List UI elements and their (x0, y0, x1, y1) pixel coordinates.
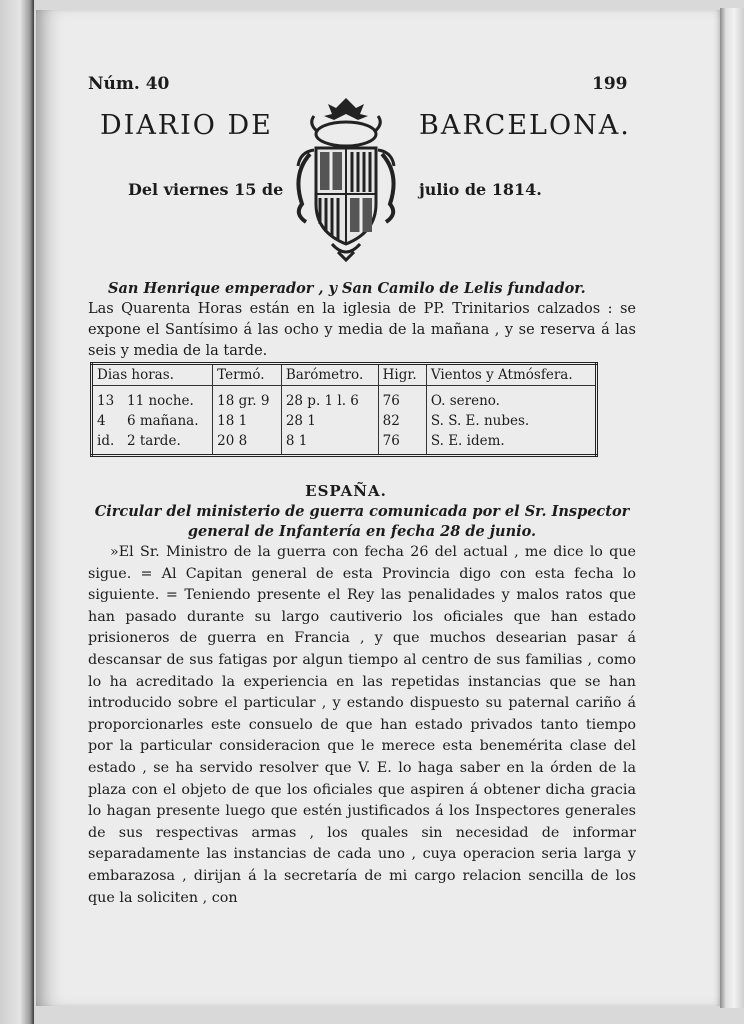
saints-of-the-day: San Henrique emperador , y San Camilo de Lelis fundador. (108, 280, 586, 297)
row-barometer: 8 1 (281, 431, 378, 456)
row-day: 4 (97, 413, 106, 429)
right-page-edge (720, 8, 744, 1008)
header-hygrometer: Higr. (378, 364, 426, 386)
header-winds: Vientos y Atmósfera. (426, 364, 596, 386)
row-winds: O. sereno. (430, 393, 500, 409)
row-thermometer: 18 1 (213, 411, 282, 431)
section-heading: ESPAÑA. (305, 482, 387, 500)
masthead-title-left: DIARIO DE (100, 110, 273, 141)
table-row (92, 386, 597, 412)
weather-table-header (92, 364, 597, 386)
row-winds: S. E. idem. (430, 433, 505, 449)
header-thermometer: Termó. (213, 364, 282, 386)
dateline-left: Del viernes 15 de (128, 180, 284, 199)
barcelona-coat-of-arms-icon (288, 94, 404, 262)
row-hygrometer: 76 (378, 386, 426, 412)
left-page-edge (0, 0, 34, 1024)
page-number: 199 (592, 74, 628, 94)
masthead-title-right: BARCELONA. (419, 110, 631, 141)
row-hour: 11 noche. (123, 386, 213, 412)
row-day: 13 (97, 393, 115, 409)
row-barometer: 28 p. 1 l. 6 (281, 386, 378, 412)
page (36, 10, 720, 1006)
row-day: id. (97, 433, 115, 449)
row-hygrometer: 82 (378, 411, 426, 431)
header-barometer: Barómetro. (281, 364, 378, 386)
row-hour: 2 tarde. (123, 431, 213, 456)
row-winds: S. S. E. nubes. (430, 413, 530, 429)
weather-table (90, 362, 598, 457)
table-row (92, 411, 597, 431)
table-row (92, 431, 597, 456)
row-barometer: 28 1 (281, 411, 378, 431)
circular-title: Circular del ministerio de guerra comunicada por el Sr. Inspector general de Infantería en fecha 28 de junio. (94, 503, 630, 540)
issue-number: Núm. 40 (88, 74, 170, 94)
row-hour: 6 mañana. (123, 411, 213, 431)
circular-body: »El Sr. Ministro de la guerra con fecha 26 del actual , me dice lo que sigue. = Al Capitan general de esta Provincia digo con esta fecha lo siguiente. = Teniendo presente el Rey las penalidades y malos ratos que han pasado durante su largo cautiverio los oficiales que han estado prisioneros de guerra en Francia , y que muchos desearian pasar á descansar de sus fatigas por algun tiempo al centro de sus familias , como lo ha acreditado la experiencia en las repetidas instancias que se han introducido sobre el particular , y estando dispuesto su paternal cariño á proporcionarles este consuelo de que han estado privados tanto tiempo por la particular consideracion que le merece esta benemérita clase del estado , se ha servido resolver que V. E. lo haga saber en la órden de la plaza con el objeto de que los oficiales que aspiren á obtener dicha gracia lo hagan presente luego que estén justificados á los Inspectores generales de sus respectivas armas , los quales sin necesidad de informar separadamente las instancias de cada uno , cuya operacion seria larga y embarazosa , dirijan á la secretaría de mi cargo relacion sencilla de los que la soliciten , con (88, 544, 636, 906)
row-thermometer: 18 gr. 9 (213, 386, 282, 412)
row-thermometer: 20 8 (213, 431, 282, 456)
forty-hours-notice: Las Quarenta Horas están en la iglesia de PP. Trinitarios calzados : se expone el Santísimo á las ocho y media de la mañana , y se reserva á las seis y media de la tarde. (88, 301, 636, 359)
dateline-right: julio de 1814. (419, 180, 542, 199)
row-hygrometer: 76 (378, 431, 426, 456)
header-days-hours: Dias horas. (92, 364, 213, 386)
